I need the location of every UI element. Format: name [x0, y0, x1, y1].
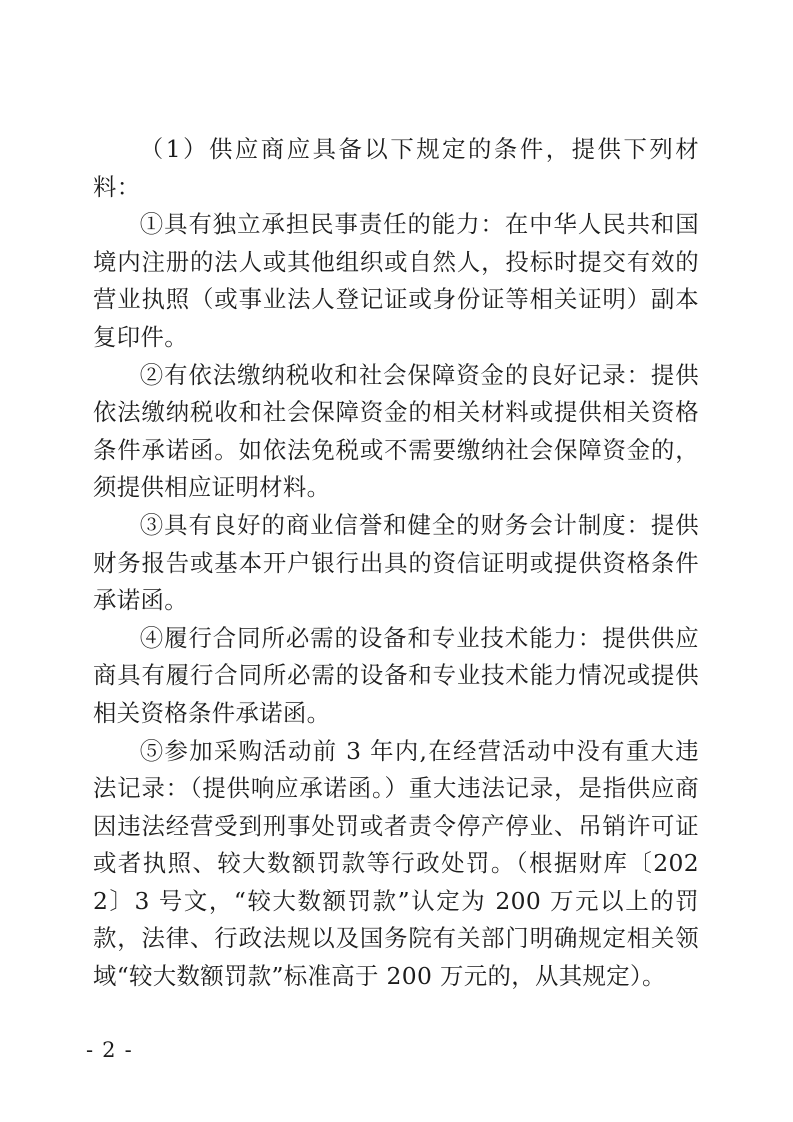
document-body: [93, 131, 699, 996]
paragraph-item-circled-1: ①具有独立承担民事责任的能力：在中华人民共和国境内注册的法人或其他组织或自然人，投标时提交有效的营业执照（或事业法人登记证或身份证等相关证明）副本复印件。: [93, 210, 699, 351]
paragraph-item-circled-4: ④履行合同所必需的设备和专业技术能力：提供供应商具有履行合同所必需的设备和专业技术能力情况或提供相关资格条件承诺函。: [93, 623, 699, 727]
paragraph-item-circled-5: ⑤参加采购活动前 3 年内,在经营活动中没有重大违法记录：（提供响应承诺函。）重大违法记录，是指供应商因违法经营受到刑事处罚或者责令停产停业、吊销许可证或者执照、较大数额罚款等行政处罚。（根据财库〔2022〕3 号文，“较大数额罚款”认定为 200 万元以上的罚款，法律、行政法规以及国务院有关部门明确规定相关领域“较大数额罚款”标准高于 200 万元的，从其规定）。: [93, 736, 699, 991]
paragraph-item-circled-2: ②有依法缴纳税收和社会保障资金的良好记录：提供依法缴纳税收和社会保障资金的相关材料或提供相关资格条件承诺函。如依法免税或不需要缴纳社会保障资金的，须提供相应证明材料。: [93, 360, 699, 502]
paragraph-item-circled-3: ③具有良好的商业信誉和健全的财务会计制度：提供财务报告或基本开户银行出具的资信证明或提供资格条件承诺函。: [93, 510, 699, 615]
paragraph-item-1: （1）供应商应具备以下规定的条件，提供下列材料：: [93, 135, 699, 201]
page-number-footer: - 2 -: [86, 1038, 133, 1062]
